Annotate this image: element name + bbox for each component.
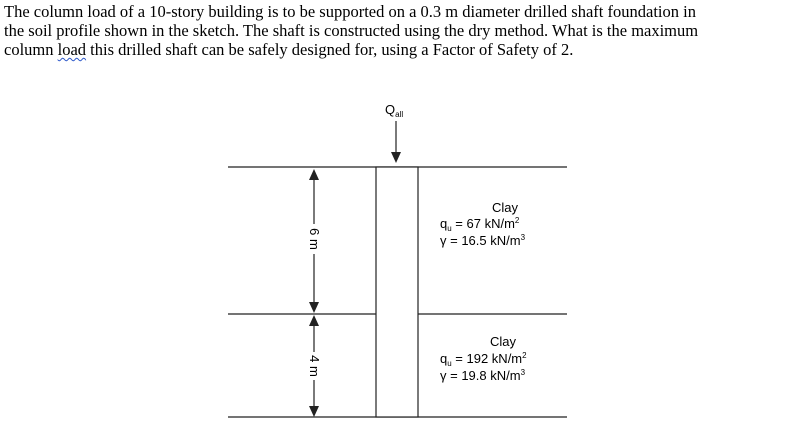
layer1-unit-weight	[440, 233, 526, 248]
load-subscript: all	[395, 110, 404, 119]
layer1-thickness-label: 6 m	[307, 228, 322, 250]
layer1-qu-exponent: 2	[514, 216, 520, 225]
layer1-qu-subscript: u	[447, 224, 452, 233]
layer2-name: Clay	[489, 334, 517, 349]
dim-arrow-up-top	[309, 169, 319, 180]
load-arrow-head	[391, 152, 401, 163]
layer2-qu-value: = 192 kN/m	[451, 351, 523, 366]
layer1-gamma-exponent: 3	[520, 233, 526, 242]
layer1-name: Clay	[491, 200, 519, 215]
problem-line-3-start: column	[4, 40, 58, 59]
layer2-qu-subscript: u	[447, 359, 452, 368]
problem-line-3-end: this drilled shaft can be safely designed for, using a Factor of Safety of 2.	[86, 40, 574, 59]
problem-line-1: The column load of a 10-story building is to be supported on a 0.3 m diameter drilled shaft foundation in	[4, 2, 696, 21]
layer1-qu-value: = 67 kN/m	[451, 216, 515, 231]
dim-arrow-up-mid	[309, 315, 319, 326]
layer1-unconfined-strength	[440, 216, 520, 233]
layer2-unconfined-strength	[440, 351, 527, 368]
problem-line-2: the soil profile shown in the sketch. The shaft is constructed using the dry method. What is the maximum	[4, 21, 699, 40]
layer2-gamma-exponent: 3	[520, 368, 526, 377]
layer1-gamma-value: γ = 16.5 kN/m	[440, 233, 521, 248]
dim-arrow-down-mid	[309, 302, 319, 313]
spellcheck-flagged-word[interactable]: load	[57, 40, 87, 59]
drilled-shaft	[376, 167, 418, 417]
layer2-gamma-value: γ = 19.8 kN/m	[440, 368, 521, 383]
load-label	[385, 102, 403, 119]
layer2-qu-exponent: 2	[522, 351, 527, 360]
load-symbol: Q	[385, 102, 396, 117]
layer2-qu-symbol: q	[440, 351, 448, 366]
layer2-unit-weight	[440, 368, 526, 383]
layer1-qu-symbol: q	[440, 216, 448, 231]
layer2-thickness-label: 4 m	[307, 355, 322, 377]
dim-arrow-down-bottom	[309, 406, 319, 417]
